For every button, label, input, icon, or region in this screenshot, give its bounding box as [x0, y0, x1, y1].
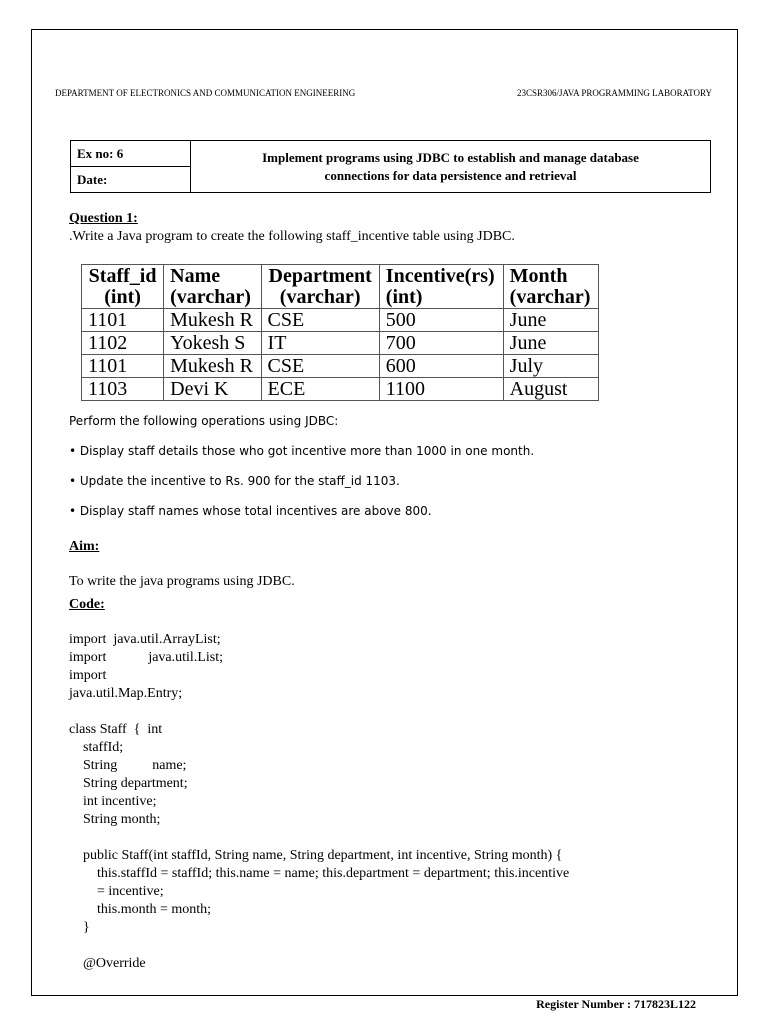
- column-header: [379, 265, 503, 309]
- column-header-name: Staff_id: [88, 265, 157, 287]
- question-text: .Write a Java program to create the following staff_incentive table using JDBC.: [69, 229, 515, 244]
- table-cell: IT: [261, 332, 379, 355]
- table-cell: June: [503, 309, 598, 332]
- aim-heading: Aim:: [69, 539, 100, 554]
- code-line: @Override: [69, 956, 146, 971]
- exercise-title: [191, 141, 711, 193]
- column-header-type: (varchar): [170, 286, 251, 308]
- column-header-name: Name: [170, 265, 221, 287]
- staff-incentive-table: [81, 264, 599, 401]
- code-line: this.month = month;: [69, 902, 212, 917]
- table-cell: 1101: [82, 309, 164, 332]
- operation-item: • Display staff names whose total incentives are above 800.: [69, 504, 432, 518]
- course-header: 23CSR306/JAVA PROGRAMMING LABORATORY: [516, 88, 712, 98]
- code-heading: Code:: [69, 597, 105, 612]
- table-row: [82, 309, 599, 332]
- table-cell: CSE: [261, 355, 379, 378]
- table-cell: June: [503, 332, 598, 355]
- table-cell: CSE: [261, 309, 379, 332]
- code-line: int incentive;: [69, 794, 157, 809]
- code-block: [69, 631, 569, 973]
- register-number: Register Number : 717823L122: [536, 997, 696, 1011]
- table-cell: Yokesh S: [164, 332, 261, 355]
- column-header-name: Month: [509, 265, 568, 287]
- code-line: String department;: [69, 776, 188, 791]
- aim-text: To write the java programs using JDBC.: [69, 574, 295, 589]
- table-cell: 700: [379, 332, 503, 355]
- code-line: import: [69, 668, 107, 683]
- code-line: [69, 937, 569, 955]
- code-line: staffId;: [69, 740, 124, 755]
- column-header-type: (varchar): [279, 286, 361, 308]
- column-header-type: (varchar): [509, 286, 591, 308]
- table-row: [82, 355, 599, 378]
- code-line: = incentive;: [69, 884, 164, 899]
- table-cell: 1100: [379, 378, 503, 401]
- table-cell: 500: [379, 309, 503, 332]
- table-cell: Devi K: [164, 378, 261, 401]
- department-header: DEPARTMENT OF ELECTRONICS AND COMMUNICATION ENGINEERING: [55, 88, 356, 98]
- code-line: String name;: [69, 758, 187, 773]
- code-line: import java.util.List;: [69, 650, 223, 665]
- exercise-table: [70, 140, 711, 193]
- table-cell: 600: [379, 355, 503, 378]
- code-line: [69, 829, 569, 847]
- table-body: [82, 309, 599, 401]
- table-cell: ECE: [261, 378, 379, 401]
- column-header: [503, 265, 598, 309]
- table-cell: Mukesh R: [164, 355, 261, 378]
- exercise-title-line2: connections for data persistence and retrieval: [324, 167, 577, 183]
- table-row: [82, 332, 599, 355]
- table-cell: August: [503, 378, 598, 401]
- column-header-name: Department: [268, 265, 372, 287]
- column-header: [164, 265, 261, 309]
- code-line: import java.util.ArrayList;: [69, 632, 221, 647]
- table-cell: July: [503, 355, 598, 378]
- code-line: [69, 703, 569, 721]
- column-header-type: (int): [104, 286, 141, 308]
- table-cell: 1101: [82, 355, 164, 378]
- question-heading: Question 1:: [69, 211, 138, 226]
- date-cell: Date:: [71, 167, 191, 193]
- table-header-row: [82, 265, 599, 309]
- column-header-name: Incentive(rs): [385, 265, 495, 287]
- column-header-type: (int): [385, 286, 423, 308]
- table-cell: 1102: [82, 332, 164, 355]
- code-line: this.staffId = staffId; this.name = name; this.department = department; this.incentive: [69, 866, 570, 881]
- code-line: String month;: [69, 812, 161, 827]
- ex-no-cell: Ex no: 6: [71, 141, 191, 167]
- exercise-title-line1: Implement programs using JDBC to establish and manage database: [262, 149, 639, 165]
- operation-item: • Update the incentive to Rs. 900 for the staff_id 1103.: [69, 474, 400, 488]
- code-line: class Staff { int: [69, 722, 163, 737]
- table-cell: Mukesh R: [164, 309, 261, 332]
- column-header: [261, 265, 379, 309]
- code-line: public Staff(int staffId, String name, String department, int incentive, String month) {: [69, 848, 563, 863]
- operations-intro: Perform the following operations using JDBC:: [69, 414, 339, 428]
- code-line: }: [69, 920, 90, 935]
- table-row: [82, 378, 599, 401]
- operation-item: • Display staff details those who got incentive more than 1000 in one month.: [69, 444, 535, 458]
- code-line: java.util.Map.Entry;: [69, 686, 183, 701]
- column-header: [82, 265, 164, 309]
- table-cell: 1103: [82, 378, 164, 401]
